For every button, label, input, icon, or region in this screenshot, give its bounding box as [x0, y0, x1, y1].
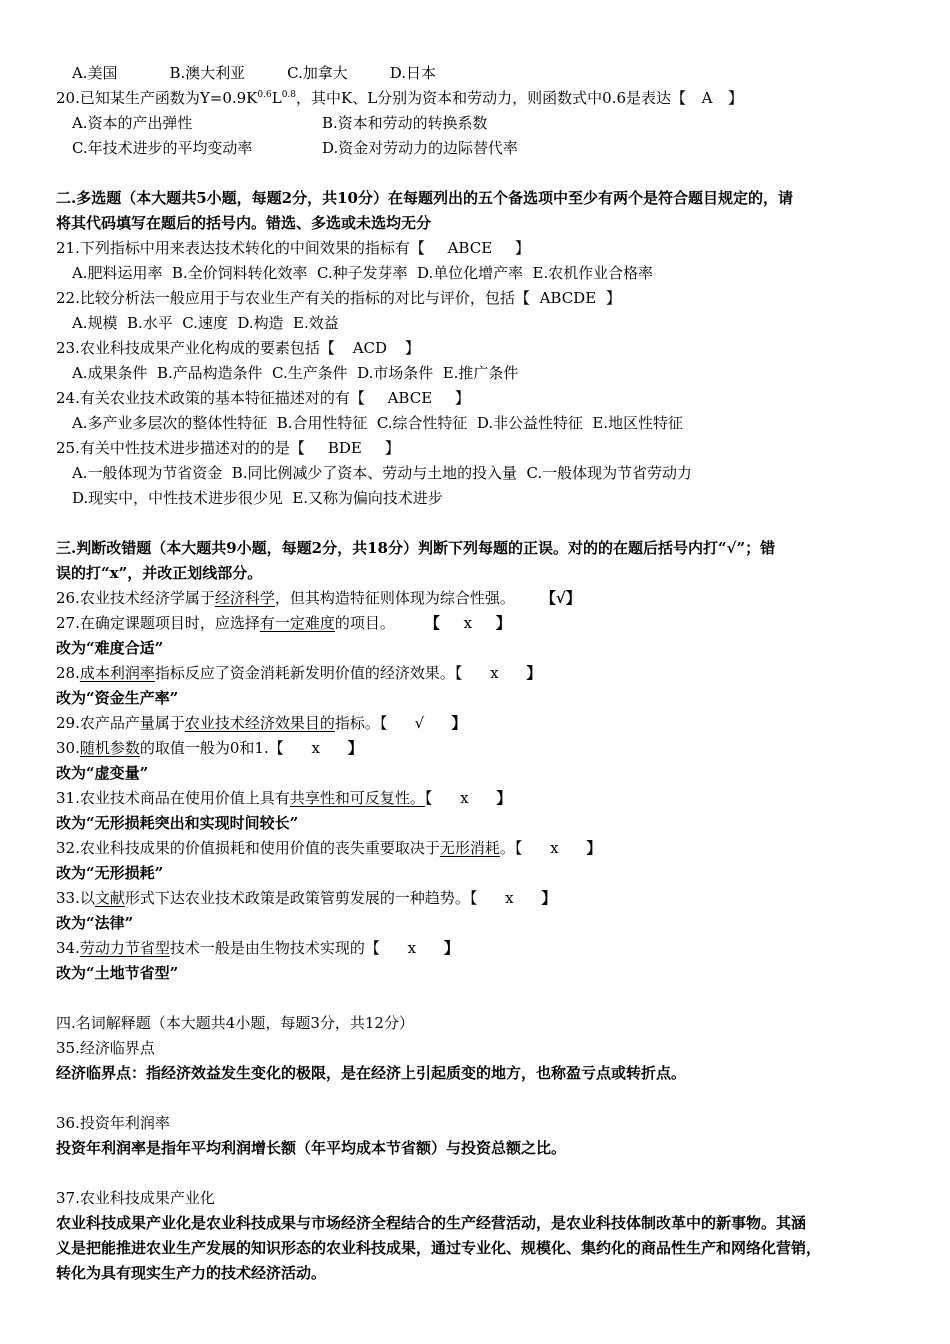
- q28-underlined-term: 成本利润率: [79, 664, 155, 682]
- q20-options-row2: [72, 136, 932, 161]
- q19-options: [72, 61, 932, 86]
- section-2-heading: 二.多选题（本大题共5小题，每题2分，共10分）在每题列出的五个备选项中至少有两个是符合题目规定的，请: [56, 189, 793, 207]
- q25-stem: 25.有关中性技术进步描述对的的是【 BDE 】: [56, 436, 916, 461]
- q20-option-d: D.资金对劳动力的边际替代率: [322, 139, 518, 157]
- q33-underlined-term: 文献: [94, 889, 125, 907]
- q23-options: A.成果条件 B.产品构造条件 C.生产条件 D.市场条件 E.推广条件: [72, 364, 519, 382]
- q30-correction: 改为“虚变量”: [56, 764, 149, 782]
- q20-answer: A: [701, 89, 713, 107]
- q27-answer: x: [463, 614, 473, 632]
- q26-underlined-term: 经济科学: [214, 589, 275, 607]
- q27-line: 27.在确定课题项目时，应选择有一定难度的项目。 【 x 】: [56, 611, 916, 636]
- q23-stem: 23.农业科技成果产业化构成的要素包括【 ACD 】: [56, 336, 916, 361]
- q32-underlined-term: 无形消耗: [439, 839, 500, 857]
- q35-answer: 经济临界点：指经济效益发生变化的极限，是在经济上引起质变的地方，也称盈亏点或转折点。: [56, 1064, 687, 1082]
- q19-option-b: B.澳大利亚: [169, 64, 246, 82]
- q30-answer: x: [311, 739, 320, 757]
- q29-underlined-term: 农业技术经济效果目的: [184, 714, 335, 732]
- q31-correction: 改为“无形损耗突出和实现时间较长”: [56, 814, 299, 832]
- section-3-heading: 三.判断改错题（本大题共9小题，每题2分，共18分）判断下列每题的正误。对的的在题后括号内打“√”；错: [56, 539, 776, 557]
- q32-line: 32.农业科技成果的价值损耗和使用价值的丧失重要取决于无形消耗。【 x 】: [56, 836, 916, 861]
- q19-option-d: D.日本: [389, 64, 436, 82]
- q22-answer: ABCDE: [539, 289, 597, 307]
- q25-answer: BDE: [327, 439, 362, 457]
- q31-answer: x: [460, 789, 469, 807]
- q20-options-row1: [72, 111, 932, 136]
- q30-line: 30.随机参数的取值一般为0和1.【 x 】: [56, 736, 916, 761]
- q30-underlined-term: 随机参数: [79, 739, 140, 757]
- q19-option-c: C.加拿大: [287, 64, 348, 82]
- q37-answer-line3: 转化为具有现实生产力的技术经济活动。: [56, 1264, 327, 1282]
- q31-line: 31.农业技术商品在使用价值上具有共享性和可反复性。【 x 】: [56, 786, 916, 811]
- section-3-heading-cont: 误的打“x”，并改正划线部分。: [56, 564, 263, 582]
- q23-answer: ACD: [352, 339, 388, 357]
- q21-options: A.肥料运用率 B.全价饲料转化效率 C.种子发芽率 D.单位化增产率 E.农机作业合格率: [72, 264, 654, 282]
- q28-line: 28.成本利润率指标反应了资金消耗新发明价值的经济效果。【 x 】: [56, 661, 916, 686]
- q28-answer: x: [490, 664, 499, 682]
- q19-option-a: A.美国: [72, 64, 118, 82]
- q33-answer: x: [505, 889, 514, 907]
- section-4-heading: 四.名词解释题（本大题共4小题，每题3分，共12分）: [56, 1014, 414, 1032]
- q27-correction: 改为“难度合适”: [56, 639, 164, 657]
- q36-term: 36.投资年利润率: [56, 1114, 170, 1132]
- q21-stem: 21.下列指标中用来表达技术转化的中间效果的指标有【 ABCE 】: [56, 236, 916, 261]
- q34-line: 34.劳动力节省型技术一般是由生物技术实现的【 x 】: [56, 936, 916, 961]
- q24-answer: ABCE: [387, 389, 433, 407]
- q20-option-a: A.资本的产出弹性: [72, 114, 193, 132]
- q34-underlined-term: 劳动力节省型: [79, 939, 170, 957]
- q35-term: 35.经济临界点: [56, 1039, 155, 1057]
- q37-term: 37.农业科技成果产业化: [56, 1189, 215, 1207]
- q20-option-c: C.年技术进步的平均变动率: [72, 139, 253, 157]
- q26-line: 26.农业技术经济学属于经济科学，但其构造特征则体现为综合性强。 【√】: [56, 589, 581, 607]
- q21-answer: ABCE: [447, 239, 493, 257]
- q34-answer: x: [407, 939, 417, 957]
- q31-underlined-term: 共享性和可反复性。: [289, 789, 425, 807]
- q36-answer: 投资年利润率是指年平均利润增长额（年平均成本节省额）与投资总额之比。: [56, 1139, 567, 1157]
- q33-line: 33.以文献形式下达农业技术政策是政策管剪发展的一种趋势。【 x 】: [56, 886, 916, 911]
- q24-options: A.多产业多层次的整体性特征 B.合用性特征 C.综合性特征 D.非公益性特征 E.地区性特征: [72, 414, 683, 432]
- q29-answer: √: [414, 714, 425, 732]
- q34-correction: 改为“土地节省型”: [56, 964, 179, 982]
- q24-stem: 24.有关农业技术政策的基本特征描述对的有【 ABCE 】: [56, 386, 916, 411]
- q22-options: A.规模 B.水平 C.速度 D.构造 E.效益: [72, 314, 339, 332]
- q26-mark: 【√】: [540, 589, 581, 607]
- q28-correction: 改为“资金生产率”: [56, 689, 179, 707]
- q27-underlined-term: 有一定难度: [259, 614, 335, 632]
- q25-options-row2: D.现实中，中性技术进步很少见 E.又称为偏向技术进步: [72, 489, 443, 507]
- q37-answer-line1: 农业科技成果产业化是农业科技成果与市场经济全程结合的生产经营活动，是农业科技体制改革中的新事物。其涵: [56, 1214, 807, 1232]
- q20-option-b: B.资本和劳动的转换系数: [322, 114, 488, 132]
- q32-correction: 改为“无形损耗”: [56, 864, 164, 882]
- section-2-heading-cont: 将其代码填写在题后的括号内。错选、多选或未选均无分: [56, 214, 432, 232]
- q22-stem: 22.比较分析法一般应用于与农业生产有关的指标的对比与评价，包括【 ABCDE 】: [56, 286, 916, 311]
- q37-answer-line2: 义是把能推进农业生产发展的知识形态的农业科技成果，通过专业化、规模化、集约化的商品性生产和网络化营销，: [56, 1239, 822, 1257]
- q20-stem: 20.已知某生产函数为$Y=0.9K^{0.6}L^{0.8}$，其中K、L分别为资本和劳动力，则函数式中0.6是表达【 A 】: [56, 86, 916, 111]
- q33-correction: 改为“法律”: [56, 914, 134, 932]
- q29-line: 29.农产品产量属于农业技术经济效果目的指标。【 √ 】: [56, 711, 916, 736]
- q32-answer: x: [550, 839, 559, 857]
- q25-options-row1: A.一般体现为节省资金 B.同比例减少了资本、劳动与土地的投入量 C.一般体现为节省劳动力: [72, 464, 692, 482]
